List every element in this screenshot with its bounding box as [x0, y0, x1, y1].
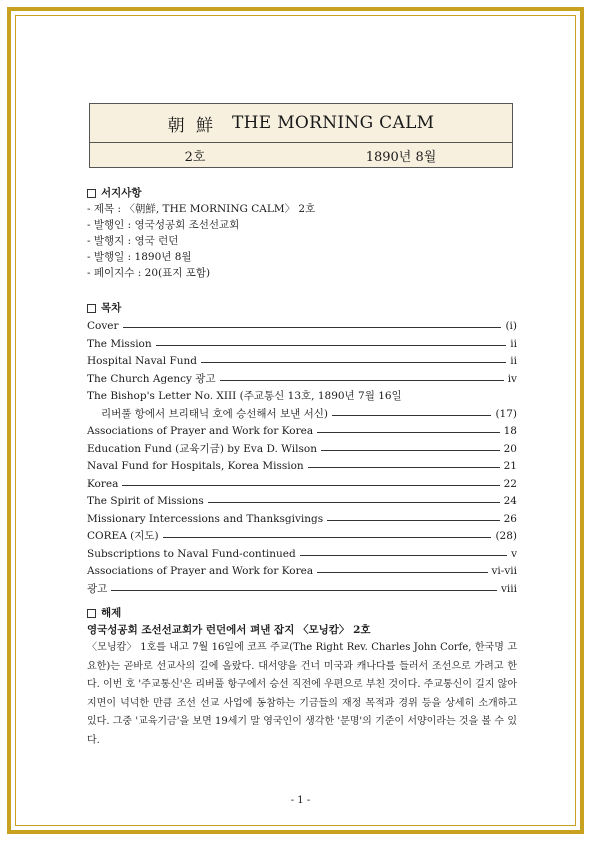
toc-entry-page: v	[511, 547, 517, 560]
toc-entry-page: 21	[503, 460, 517, 472]
toc-entry-title: Education Fund (교육기금) by Eva D. Wilson	[87, 442, 317, 455]
toc-entry-title: 리버풀 항에서 브리태닉 호에 승선해서 보낸 서신)	[101, 407, 328, 420]
toc-entry-title: Subscriptions to Naval Fund-continued	[87, 547, 296, 560]
summary-paragraph: 〈모닝캄〉 1호를 내고 7월 16일에 코프 주교(The Right Rev. Charles John Corfe, 한국명 고요한)는 곧바로 선교사의 길에 올랐다. 대서양을 건너 미국과 캐나다를 들러서 조선으로 가려고 한다. 이번 호 '주교통신'은 리버풀 항구에서 승선 직전에 우편으로 부친 것이다. 주교통신이 길지 않아 지면이 넉넉한 만큼 조선 선교 사업에 동참하는 기금들의 재정 목적과 경위 등을 상세히 소개하고 있다. 그중 '교육기금'을 보면 19세기 말 영국인이 생각한 '문명'의 기준이 서양이라는 것을 볼 수 있다.	[87, 642, 517, 746]
toc-leader-line	[111, 590, 497, 591]
toc-leader-line	[122, 485, 499, 486]
toc-entry-title: Associations of Prayer and Work for Korea	[87, 425, 314, 437]
toc-entry	[87, 563, 517, 581]
toc-entry	[87, 371, 517, 389]
toc-entry-title: Naval Fund for Hospitals, Korea Mission	[87, 460, 304, 472]
toc-leader-line	[317, 572, 487, 573]
toc-entry-title: Missionary Intercessions and Thanksgivings	[87, 512, 324, 525]
summary-heading-label: 해제	[101, 607, 122, 619]
toc-entry-page: 24	[503, 495, 517, 507]
toc-leader-line	[317, 432, 500, 433]
toc-leader-line	[332, 415, 491, 416]
toc-entry	[87, 423, 517, 441]
title-hanja: 朝 鮮	[167, 115, 217, 136]
toc-entry	[87, 581, 517, 599]
toc-entry-title: The Mission	[87, 337, 152, 350]
toc-entry	[87, 406, 517, 424]
toc-leader-line	[327, 520, 499, 521]
toc-entry	[87, 336, 517, 354]
summary-heading	[87, 605, 517, 621]
toc-entry-page: ii	[510, 337, 517, 350]
toc-entry-page: 20	[503, 442, 517, 455]
toc-entry	[87, 388, 517, 406]
toc-entry	[87, 458, 517, 476]
toc-entry-title: Hospital Naval Fund	[87, 355, 197, 367]
toc-leader-line	[156, 345, 507, 346]
toc-entry-page: iv	[507, 372, 517, 385]
title-box	[89, 103, 513, 168]
toc-entry	[87, 528, 517, 546]
toc-heading	[87, 300, 517, 316]
toc-leader-line	[220, 380, 504, 381]
toc-entry-page: (17)	[495, 407, 517, 420]
checkbox-square-icon	[87, 304, 96, 313]
toc-entry-title: Associations of Prayer and Work for Korea	[87, 565, 314, 577]
bibliography-section	[87, 185, 517, 281]
issue-date: 1890년 8월	[365, 149, 437, 165]
toc-leader-line	[123, 327, 502, 328]
checkbox-square-icon	[87, 609, 96, 618]
toc-leader-line	[300, 555, 507, 556]
toc-entry-page: vi-vii	[491, 565, 517, 577]
toc-entry-page: ii	[510, 355, 517, 367]
toc-entry-title: Cover	[87, 320, 119, 332]
bibliography-line: - 발행일 : 1890년 8월	[87, 251, 192, 263]
toc-entry-title: The Bishop's Letter No. XIII (주교통신 13호, 1890년 7월 16일	[87, 390, 402, 402]
toc-heading-label: 목차	[101, 302, 122, 314]
toc-entry-page: 22	[503, 477, 517, 490]
bibliography-line: - 제목 : 〈朝鮮, THE MORNING CALM〉 2호	[87, 203, 316, 215]
checkbox-square-icon	[87, 189, 96, 198]
toc-entry	[87, 493, 517, 511]
toc-entry-page: (28)	[495, 530, 517, 542]
toc-entry	[87, 318, 517, 336]
toc-leader-line	[321, 450, 500, 451]
summary-title: 영국성공회 조선선교회가 런던에서 펴낸 잡지 〈모닝캄〉 2호	[87, 624, 371, 636]
toc-leader-line	[308, 467, 500, 468]
toc-entry-page: 18	[503, 425, 517, 437]
bibliography-line: - 발행인 : 영국성공회 조선선교회	[87, 219, 240, 231]
title-row	[90, 104, 512, 143]
bibliography-heading-label: 서지사항	[101, 187, 142, 199]
toc-entry	[87, 546, 517, 564]
toc-entry	[87, 476, 517, 494]
summary-section	[87, 605, 517, 750]
toc-entry-page: 26	[503, 512, 517, 525]
toc-entry-title: 광고	[87, 582, 108, 595]
issue-number: 2호	[184, 149, 206, 165]
toc-entry-page: (i)	[505, 320, 517, 332]
toc-entry-title: COREA (지도)	[87, 530, 159, 542]
bibliography-line: - 발행지 : 영국 런던	[87, 235, 179, 247]
issue-row	[90, 143, 512, 167]
toc-entry	[87, 511, 517, 529]
toc-leader-line	[208, 502, 500, 503]
toc-entry	[87, 441, 517, 459]
toc-entry-title: The Church Agency 광고	[87, 372, 216, 385]
bibliography-heading	[87, 185, 517, 201]
title-english: THE MORNING CALM	[232, 113, 435, 133]
toc-section	[87, 300, 517, 598]
toc-entry-title: The Spirit of Missions	[87, 495, 204, 507]
toc-entry-title: Korea	[87, 477, 119, 490]
toc-leader-line	[201, 362, 506, 363]
toc-leader-line	[163, 537, 492, 538]
bibliography-line: - 페이지수 : 20(표지 포함)	[87, 267, 211, 279]
toc-entry	[87, 353, 517, 371]
toc-entry-page: viii	[500, 582, 517, 595]
page-number: - 1 -	[290, 795, 311, 806]
